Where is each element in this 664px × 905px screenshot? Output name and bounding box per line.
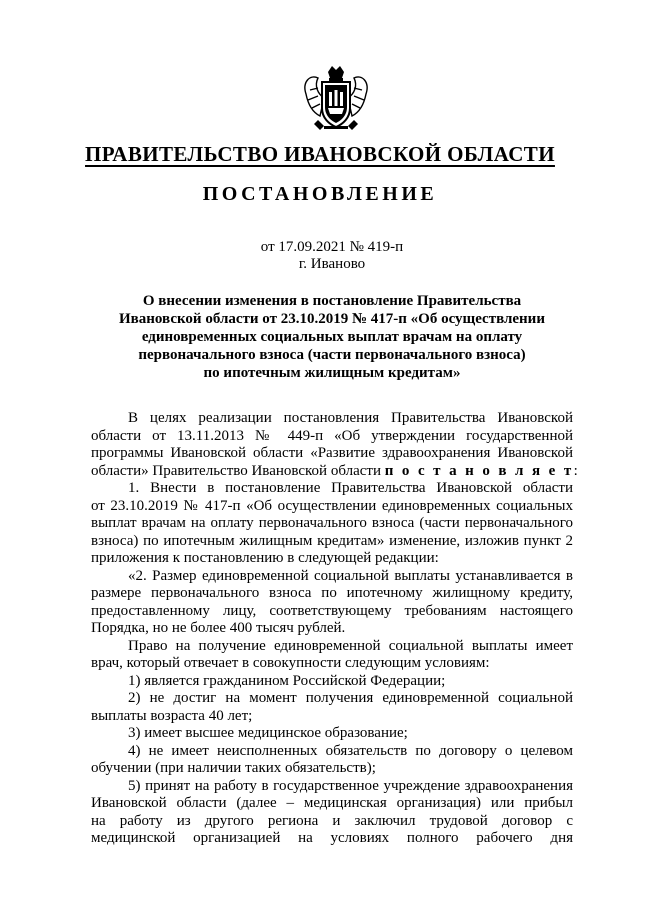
document-date-number: от 17.09.2021 № 419-п [260, 239, 404, 255]
title-line: единовременных социальных выплат врачам на оплату [141, 329, 523, 345]
body-line: приложения к постановлению в следующей редакции: [91, 550, 439, 566]
body-line: на работу из другого региона и заключил трудовой договор с [91, 812, 573, 829]
body-line: «2. Размер единовременной социальной выплаты устанавливается в [128, 567, 573, 584]
body-line: от 23.10.2019 № 417-п «Об осуществлении единовременных социальных [91, 497, 573, 514]
document-title [100, 292, 564, 382]
body-line: медицинской организацией на условиях полного рабочего дня [91, 830, 573, 846]
decree-word: п о с т а н о в л я е т [384, 462, 574, 479]
document-body [91, 410, 578, 848]
body-line: 1) является гражданином Российской Федерации; [128, 672, 446, 689]
coat-of-arms-emblem [298, 60, 374, 132]
title-line: О внесении изменения в постановление Правительства [142, 293, 522, 309]
body-line: 1. Внести в постановление Правительства Ивановской области [128, 480, 573, 496]
body-line: 2) не достиг на момент получения единовременной социальной [128, 690, 573, 706]
body-line: выплат врачам на оплату первоначального взноса (части первоначального [91, 515, 573, 531]
decree-punct: : [573, 462, 578, 479]
body-line: предоставленному лицу, соответствующему требованиям настоящего [91, 602, 573, 619]
body-line: выплаты возраста 40 лет; [91, 707, 253, 724]
body-line: 5) принят на работу в государственное учреждение здравоохранения [128, 777, 573, 794]
body-line: В целях реализации постановления Правительства Ивановской [128, 410, 573, 426]
body-line: Ивановской области (далее – медицинская организация) или прибыл [91, 795, 573, 811]
title-line: первоначального взноса (части первоначального взноса) [138, 347, 526, 363]
body-line: размере первоначального взноса по ипотечному жилищному кредиту, [91, 585, 573, 601]
document-city: г. Иваново [298, 256, 366, 272]
body-line: области» Правительство Ивановской области [91, 462, 385, 479]
body-line: Порядка, но не более 400 тысяч рублей. [91, 620, 346, 636]
body-line-decree [91, 462, 578, 481]
organization-heading: ПРАВИТЕЛЬСТВО ИВАНОВСКОЙ ОБЛАСТИ [85, 142, 555, 166]
document-type-heading: ПОСТАНОВЛЕНИЕ [202, 183, 438, 205]
body-line: Право на получение единовременной социальной выплаты имеет [128, 637, 573, 654]
title-line: Ивановской области от 23.10.2019 № 417-п «Об осуществлении [119, 311, 545, 327]
body-line: врач, который отвечает в совокупности следующим условиям: [91, 655, 490, 671]
body-line: области от 13.11.2013 № 449-п «Об утверждении государственной [91, 427, 573, 444]
body-line: программы Ивановской области «Развитие здравоохранения Ивановской [91, 445, 573, 461]
body-line: взноса) по ипотечным жилищным кредитам» изменение, изложив пункт 2 [91, 532, 573, 549]
body-line: обучении (при наличии таких обязательств); [91, 760, 376, 776]
body-line: 3) имеет высшее медицинское образование; [128, 725, 408, 741]
body-line: 4) не имеет неисполненных обязательств по договору о целевом [128, 742, 573, 759]
title-line: по ипотечным жилищным кредитам» [203, 365, 461, 381]
